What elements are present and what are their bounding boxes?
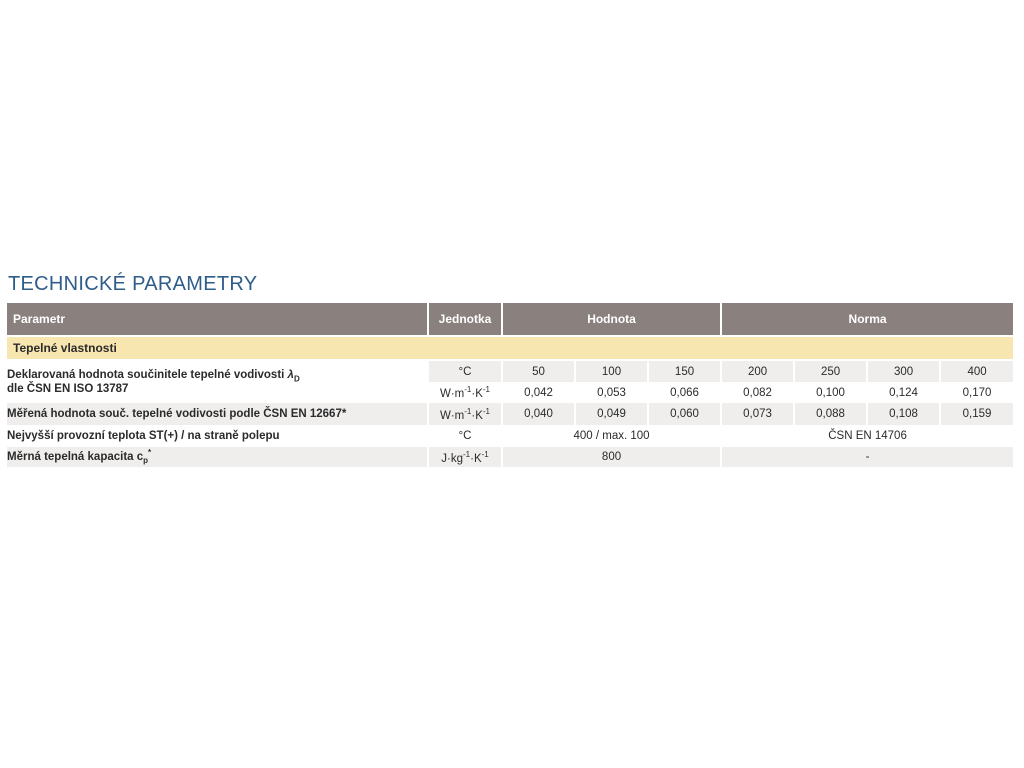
unit-cell: °C xyxy=(429,425,501,447)
table-row xyxy=(7,447,1013,467)
value-cell: 0,049 xyxy=(576,403,647,425)
value-cell: 0,053 xyxy=(576,382,647,403)
value-cell: 0,073 xyxy=(722,403,793,425)
value-cell: 0,159 xyxy=(941,403,1013,425)
value-cell: 0,124 xyxy=(868,382,939,403)
row-label-max-temperature: Nejvyšší provozní teplota ST(+) / na straně polepu xyxy=(7,425,427,447)
row-label-heat-capacity: Měrná tepelná kapacita $c_p^*$ xyxy=(7,447,427,467)
temp-cell: 150 xyxy=(649,361,720,382)
value-cell: 0,100 xyxy=(795,382,866,403)
section-title: Tepelné vlastnosti xyxy=(7,337,1013,359)
row-label-declared-lambda: Deklarovaná hodnota součinitele tepelné vodivosti $\lambda_D$ dle ČSN EN ISO 13787 xyxy=(7,368,300,396)
temp-cell: 400 xyxy=(941,361,1013,382)
value-cell: 0,066 xyxy=(649,382,720,403)
value-cell: 0,108 xyxy=(868,403,939,425)
value-cell: 800 xyxy=(503,447,720,467)
table-row xyxy=(7,361,1013,382)
unit-cell: $W\cdot m^{-1}\cdot K^{-1}$ xyxy=(429,403,501,425)
value-cell: 400 / max. 100 xyxy=(503,425,720,447)
table-header-row xyxy=(7,303,1013,335)
temp-cell: 50 xyxy=(503,361,574,382)
temp-cell: 100 xyxy=(576,361,647,382)
value-cell: 0,060 xyxy=(649,403,720,425)
technical-parameters-table xyxy=(5,303,1015,467)
row-label-measured-lambda: Měřená hodnota souč. tepelné vodivosti podle ČSN EN 12667* xyxy=(7,403,427,425)
value-cell: 0,170 xyxy=(941,382,1013,403)
header-jednotka: Jednotka xyxy=(429,303,501,335)
norm-cell: - xyxy=(722,447,1013,467)
unit-cell: $W\cdot m^{-1}\cdot K^{-1}$ xyxy=(429,382,501,403)
table-row xyxy=(7,425,1013,447)
header-parametr: Parametr xyxy=(7,303,427,335)
section-row xyxy=(7,337,1013,359)
value-cell: 0,040 xyxy=(503,403,574,425)
unit-cell: $J\cdot kg^{-1}\cdot K^{-1}$ xyxy=(429,447,501,467)
page-title: TECHNICKÉ PARAMETRY xyxy=(8,273,258,295)
unit-cell: °C xyxy=(429,361,501,382)
norm-cell: ČSN EN 14706 xyxy=(722,425,1013,447)
temp-cell: 250 xyxy=(795,361,866,382)
table-row xyxy=(7,403,1013,425)
header-hodnota: Hodnota xyxy=(503,303,720,335)
header-norma: Norma xyxy=(722,303,1013,335)
value-cell: 0,082 xyxy=(722,382,793,403)
value-cell: 0,088 xyxy=(795,403,866,425)
temp-cell: 300 xyxy=(868,361,939,382)
value-cell: 0,042 xyxy=(503,382,574,403)
temp-cell: 200 xyxy=(722,361,793,382)
